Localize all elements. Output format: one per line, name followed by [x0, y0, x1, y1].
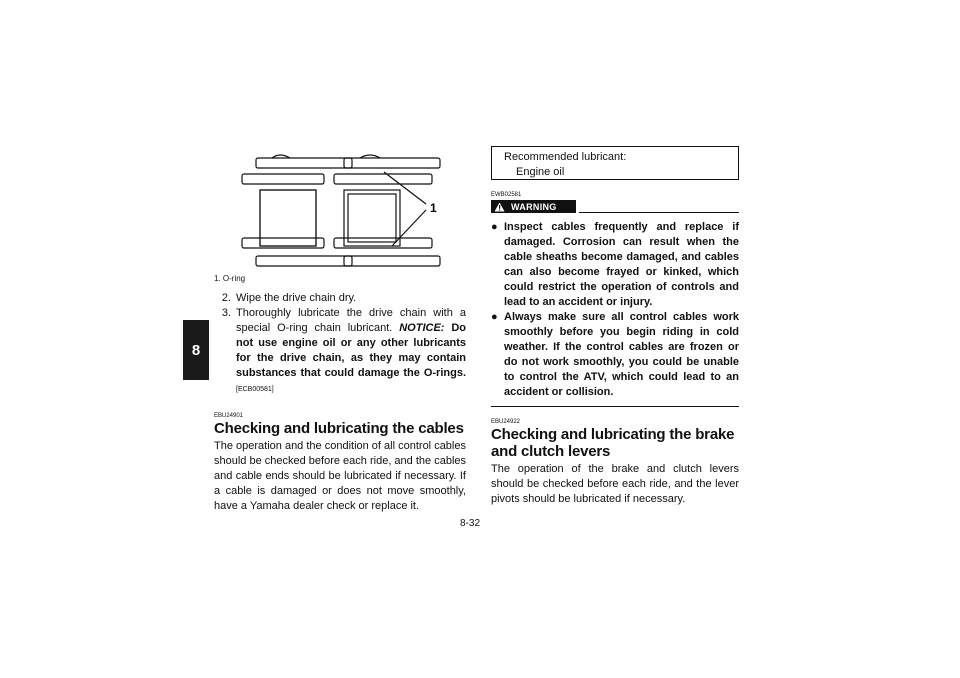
warning-ref: EWB02581: [491, 192, 522, 198]
section-body: The operation of the brake and clutch levers should be checked before each ride, and the lever pivots should be lubricated if necessary.: [491, 463, 739, 505]
bullet-icon: ●: [491, 221, 498, 233]
bullet-icon: ●: [491, 311, 498, 323]
left-column: [214, 146, 466, 514]
warning-triangle-icon: [494, 202, 505, 212]
warning-title: WARNING: [511, 201, 557, 212]
lubricant-label: Recommended lubricant:: [504, 151, 627, 163]
step-text: Thoroughly lubricate the drive chain with a special O-ring chain lubricant.: [236, 307, 466, 334]
chapter-tab-number: 8: [191, 341, 201, 359]
warning-badge: [491, 200, 576, 213]
warning-header: [491, 196, 739, 218]
section-title: Checking and lubricating the brake and clutch levers: [491, 426, 735, 460]
section-ref: EBU24922: [491, 419, 521, 425]
step-3: [214, 306, 466, 397]
bullet-text: Inspect cables frequently and replace if damaged. Corrosion can result when the cable sheaths become damaged, and cables can also become frayed or kinked, which could restrict the operation of controls and lead to an accident or injury.: [504, 221, 739, 308]
step-2: [214, 291, 466, 306]
warning-bullet: [491, 310, 739, 400]
lubricant-box: [491, 146, 739, 180]
chain-figure: [214, 146, 466, 274]
notice-label: NOTICE:: [399, 322, 445, 334]
section-title: Checking and lubricating the cables: [214, 420, 464, 437]
section-body: The operation and the condition of all control cables should be checked before each ride, and the cables and cable ends should be lubricated if necessary. If a cable is damaged or does not move smoothly, have a Yamaha dealer check or replace it.: [214, 440, 466, 512]
warning-rule: [579, 212, 739, 213]
section-ref: EBU24901: [214, 413, 244, 419]
bullet-text: Always make sure all control cables work smoothly before you begin riding in cold weather. If the control cables are frozen or do not work smoothly, you could be unable to control the ATV, which could lead to an accident or collision.: [504, 311, 739, 398]
notice-text: Do not use engine oil or any other lubricants for the drive chain, as they may contain substances that could damage the O-rings.: [236, 322, 466, 379]
step-text: Wipe the drive chain dry.: [236, 292, 357, 304]
o-ring-chain-illustration: [214, 146, 466, 274]
step-number: 3.: [221, 307, 231, 319]
step-text-block: [236, 306, 466, 397]
warning-bullet: [491, 220, 739, 310]
right-column: [491, 146, 739, 507]
notice-code: [ECB00581]: [236, 386, 274, 393]
page-number: 8-32: [460, 518, 481, 529]
step-number: 2.: [221, 292, 231, 304]
warning-end-rule: [491, 406, 739, 407]
callout-number: 1: [430, 201, 437, 215]
figure-caption: 1. O-ring: [214, 274, 246, 283]
lubricant-value: Engine oil: [516, 166, 565, 178]
chapter-tab: [183, 320, 209, 380]
